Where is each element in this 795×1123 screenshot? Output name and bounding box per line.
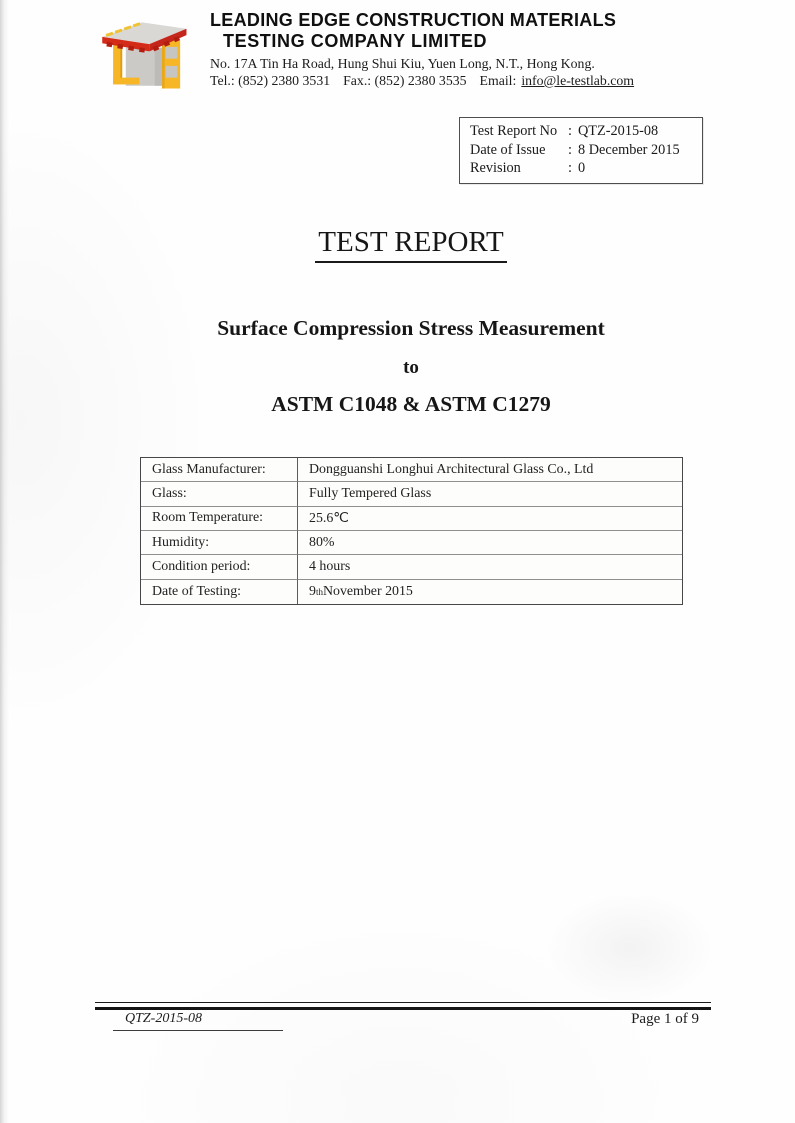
- humidity-value: 80%: [298, 531, 682, 555]
- letterhead-text: [210, 10, 715, 89]
- company-tel: Tel.: (852) 2380 3531: [210, 73, 331, 88]
- room-temperature-value: 25.6℃: [298, 507, 682, 531]
- letterhead: [95, 10, 715, 89]
- date-of-testing-value: 9 th November 2015: [309, 583, 413, 599]
- email-label: Email:: [479, 73, 517, 88]
- company-fax: Fax.: (852) 2380 3535: [343, 73, 467, 88]
- glass-value: Fully Tempered Glass: [298, 482, 682, 506]
- subject-line2: to: [403, 357, 419, 378]
- humidity-label: Humidity:: [141, 531, 298, 555]
- report-info-row: [470, 122, 696, 141]
- test-details-table: [140, 457, 683, 605]
- company-address: No. 17A Tin Ha Road, Hung Shui Kiu, Yuen Long, N.T., Hong Kong.: [210, 56, 595, 71]
- report-no-value: QTZ-2015-08: [577, 123, 659, 139]
- report-no-label: Test Report No: [470, 123, 558, 139]
- condition-period-label: Condition period:: [141, 555, 298, 579]
- room-temperature-label: Room Temperature:: [141, 507, 298, 531]
- revision-label: Revision: [470, 160, 521, 177]
- glass-manufacturer-value: Dongguanshi Longhui Architectural Glass Co., Ltd: [298, 458, 682, 482]
- revision-value: 0: [577, 160, 586, 177]
- report-info-row: [470, 141, 696, 160]
- email-link[interactable]: info@le-testlab.com: [521, 73, 635, 88]
- subject-line1: Surface Compression Stress Measurement: [217, 316, 605, 340]
- date-of-issue-label: Date of Issue: [470, 141, 546, 158]
- scan-edge-artifact: [0, 0, 9, 1123]
- report-info-row: [470, 159, 696, 178]
- company-name-line2: TESTING COMPANY LIMITED: [223, 31, 488, 51]
- footer-report-no: QTZ-2015-08: [113, 1011, 283, 1031]
- condition-period-value: 4 hours: [298, 555, 682, 579]
- testing-date-rest: November 2015: [322, 583, 413, 599]
- subject-line3: ASTM C1048 & ASTM C1279: [271, 392, 551, 416]
- glass-label: Glass:: [141, 482, 298, 506]
- company-name-line1: LEADING EDGE CONSTRUCTION MATERIALS: [210, 10, 617, 30]
- testing-date-day: 9: [309, 583, 316, 599]
- footer-page-number: Page 1 of 9: [631, 1011, 699, 1027]
- report-info-box: [459, 117, 703, 184]
- footer-double-rule: [95, 1002, 711, 1010]
- date-of-testing-label: Date of Testing:: [141, 580, 298, 604]
- page-title: [28, 226, 794, 259]
- date-of-issue-separator: :: [568, 141, 572, 158]
- date-of-issue-value: 8 December 2015: [577, 141, 680, 158]
- company-contact-line: [210, 72, 715, 89]
- company-logo-icon: [95, 16, 191, 94]
- page-title-text: TEST REPORT: [315, 226, 506, 263]
- report-no-separator: :: [568, 123, 572, 139]
- revision-separator: :: [568, 160, 572, 177]
- glass-manufacturer-label: Glass Manufacturer:: [141, 458, 298, 482]
